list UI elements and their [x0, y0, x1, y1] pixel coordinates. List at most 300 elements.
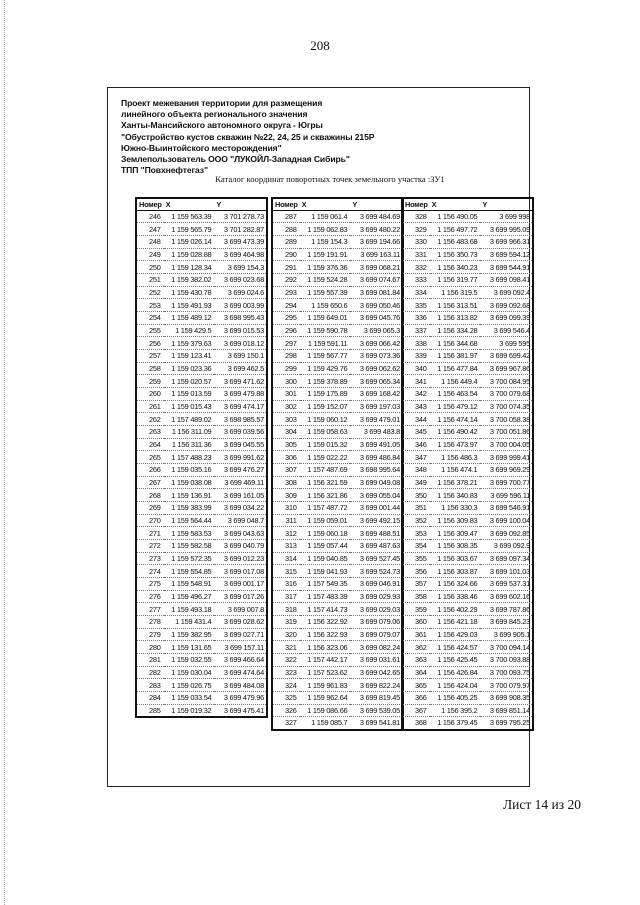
point-number-cell: 287: [285, 211, 297, 221]
table-row: [136, 666, 267, 679]
header-line: Проект межевания территории для размещения: [121, 98, 323, 108]
x-coordinate-cell: 1 159 060.18: [307, 528, 348, 538]
y-coordinate-cell: 3 699 484.08: [223, 680, 264, 690]
point-number-cell: 368: [415, 718, 427, 728]
table-row: [272, 692, 403, 705]
table-row: [272, 666, 403, 679]
table-row: [402, 223, 533, 236]
point-number-cell: 260: [149, 389, 161, 399]
x-coordinate-cell: 1 159 061.4: [311, 211, 348, 221]
y-coordinate-cell: 3 699 602.16: [489, 591, 530, 601]
table-row: [402, 324, 533, 337]
table-row: [272, 590, 403, 603]
x-coordinate-cell: 1 156 303.87: [437, 566, 478, 576]
table-row: [136, 451, 267, 464]
point-number-cell: 324: [285, 680, 297, 690]
y-coordinate-cell: 3 699 539.05: [359, 706, 400, 716]
x-coordinate-cell: 1 159 572.35: [171, 553, 212, 563]
point-number-cell: 290: [285, 249, 297, 259]
point-number-cell: 261: [149, 401, 161, 411]
point-number-cell: 247: [149, 224, 161, 234]
y-coordinate-cell: 3 699 079.06: [359, 617, 400, 627]
x-coordinate-cell: 1 159 649.01: [307, 313, 348, 323]
table-row: [272, 565, 403, 578]
table-row: [272, 476, 403, 489]
y-coordinate-cell: 3 699 100.04: [489, 515, 530, 525]
x-coordinate-cell: 1 157 487.72: [307, 503, 348, 513]
y-coordinate-cell: 3 699 055.04: [359, 490, 400, 500]
x-coordinate-cell: 1 156 322.93: [307, 630, 348, 639]
table-row: [402, 349, 533, 362]
point-number-cell: 328: [415, 211, 427, 221]
y-coordinate-cell: 3 699 473.39: [223, 237, 264, 247]
y-coordinate-cell: 3 699 699.42: [489, 351, 530, 361]
point-number-cell: 322: [285, 655, 297, 665]
y-coordinate-cell: 3 699 099.39: [489, 313, 530, 323]
x-coordinate-cell: 1 159 567.77: [307, 351, 348, 361]
table-row: [402, 337, 533, 350]
y-coordinate-cell: 3 699 001.17: [223, 579, 264, 589]
table-row: [272, 223, 403, 236]
y-coordinate-cell: 3 699 017.26: [223, 591, 264, 601]
point-number-cell: 252: [149, 287, 161, 297]
table-row: [136, 413, 267, 426]
point-number-cell: 272: [149, 541, 161, 551]
table-row: [402, 603, 533, 616]
x-coordinate-cell: 1 159 038.08: [171, 477, 212, 487]
point-number-cell: 248: [149, 237, 161, 247]
y-coordinate-cell: 3 699 007.8: [227, 604, 264, 614]
y-coordinate-cell: 3 699 163.11: [360, 249, 400, 259]
point-number-cell: 291: [285, 262, 297, 272]
table-row: [136, 527, 267, 540]
table-row: [136, 223, 267, 236]
y-coordinate-cell: 3 701 282.87: [223, 224, 264, 234]
point-number-cell: 362: [415, 642, 427, 652]
table-row: [272, 235, 403, 248]
y-coordinate-cell: 3 701 278.73: [223, 211, 264, 221]
point-number-cell: 281: [149, 655, 161, 665]
x-coordinate-cell: 1 156 330.3: [441, 503, 478, 513]
x-coordinate-cell: 1 156 313.82: [437, 313, 478, 323]
y-coordinate-cell: 3 699 462.5: [227, 363, 264, 373]
table-row: [402, 565, 533, 578]
x-coordinate-cell: 1 156 477.84: [437, 363, 478, 373]
x-coordinate-cell: 1 156 424.57: [437, 642, 478, 652]
point-number-cell: 259: [149, 376, 161, 386]
y-coordinate-cell: 3 700 058.38: [489, 414, 530, 424]
table-row: [136, 489, 267, 502]
point-number-cell: 318: [285, 604, 297, 614]
point-number-cell: 301: [285, 389, 297, 399]
y-coordinate-cell: 3 699 092.9: [493, 541, 530, 551]
point-number-cell: 288: [285, 224, 297, 234]
point-number-cell: 250: [149, 262, 161, 272]
x-coordinate-cell: 1 159 565.79: [171, 224, 212, 234]
x-coordinate-cell: 1 159 496.27: [171, 591, 212, 601]
x-coordinate-cell: 1 156 449.4: [441, 376, 478, 386]
y-coordinate-cell: 3 699 154.3: [227, 262, 264, 272]
y-coordinate-cell: 3 699 092.68: [489, 300, 530, 310]
x-coordinate-cell: 1 159 489.12: [171, 313, 212, 323]
point-number-cell: 293: [285, 287, 297, 297]
y-coordinate-cell: 3 699 024.6: [227, 287, 264, 297]
y-coordinate-cell: 3 699 017.08: [223, 566, 264, 576]
x-coordinate-cell: 1 159 062.83: [307, 224, 348, 234]
point-number-cell: 337: [415, 325, 427, 335]
point-number-cell: 276: [149, 591, 161, 601]
table-row: [402, 527, 533, 540]
table-row: [272, 337, 403, 350]
x-coordinate-cell: 1 156 473.97: [437, 439, 478, 449]
y-coordinate-cell: 3 699 079.07: [359, 630, 400, 639]
point-number-cell: 280: [149, 642, 161, 652]
table-row: [136, 628, 267, 641]
point-number-cell: 333: [415, 275, 427, 285]
y-coordinate-cell: 3 699 488.51: [359, 528, 400, 538]
table-row: [402, 375, 533, 388]
table-row: [402, 641, 533, 654]
table-row: [402, 514, 533, 527]
table-row: [136, 577, 267, 590]
table-row: [402, 311, 533, 324]
x-coordinate-cell: 1 159 015.32: [307, 439, 348, 449]
table-row: [272, 425, 403, 438]
x-coordinate-cell: 1 159 040.85: [307, 553, 348, 563]
y-coordinate-cell: 3 699 492.15: [359, 515, 400, 525]
y-coordinate-cell: 3 699 039.56: [223, 427, 264, 437]
table-row: [136, 438, 267, 451]
point-number-cell: 266: [149, 465, 161, 475]
x-coordinate-cell: 1 156 334.28: [437, 325, 478, 335]
y-coordinate-cell: 3 699 034.22: [223, 503, 264, 513]
sheet-counter: Лист 14 из 20: [503, 797, 581, 812]
table-row: [136, 501, 267, 514]
y-coordinate-cell: 3 699 596.11: [490, 490, 530, 500]
x-coordinate-cell: 1 159 058.63: [307, 427, 348, 437]
y-coordinate-cell: 3 699 048.7: [227, 515, 264, 525]
point-number-cell: 334: [415, 287, 427, 297]
point-number-cell: 279: [149, 630, 161, 639]
point-number-cell: 316: [285, 579, 297, 589]
point-number-cell: 325: [285, 693, 297, 703]
point-number-cell: 312: [285, 528, 297, 538]
table-row: [402, 438, 533, 451]
y-coordinate-cell: 3 699 028.62: [223, 617, 264, 627]
column-header-y: Y: [214, 198, 267, 210]
table-row: [402, 692, 533, 705]
x-coordinate-cell: 1 159 030.04: [171, 668, 212, 678]
table-row: [402, 616, 533, 629]
table-row: [272, 362, 403, 375]
table-header-row: [136, 198, 267, 210]
x-coordinate-cell: 1 159 013.59: [171, 389, 212, 399]
table-row: [136, 692, 267, 705]
table-row: [272, 603, 403, 616]
table-row: [136, 248, 267, 261]
table-row: [402, 400, 533, 413]
table-row: [402, 248, 533, 261]
y-coordinate-cell: 3 699 905.1: [493, 630, 530, 639]
point-number-cell: 342: [415, 389, 427, 399]
y-coordinate-cell: 3 700 079.97: [489, 680, 530, 690]
x-coordinate-cell: 1 159 376.36: [307, 262, 348, 272]
table-row: [402, 654, 533, 667]
y-coordinate-cell: 3 699 822.24: [359, 680, 400, 690]
y-coordinate-cell: 3 699 486.84: [359, 452, 400, 462]
y-coordinate-cell: 3 699 546.4: [493, 325, 530, 335]
table-row: [402, 539, 533, 552]
point-number-cell: 275: [149, 579, 161, 589]
y-coordinate-cell: 3 699 068.21: [359, 262, 400, 272]
y-coordinate-cell: 3 699 066.42: [359, 338, 400, 348]
y-coordinate-cell: 3 699 029.03: [359, 604, 400, 614]
table-row: [402, 717, 533, 730]
x-coordinate-cell: 1 156 323.06: [307, 642, 348, 652]
point-number-cell: 340: [415, 363, 427, 373]
x-coordinate-cell: 1 159 524.28: [307, 275, 348, 285]
table-row: [136, 539, 267, 552]
x-coordinate-cell: 1 159 563.39: [171, 211, 212, 221]
table-row: [272, 299, 403, 312]
x-coordinate-cell: 1 159 019.32: [171, 705, 212, 715]
point-number-cell: 347: [415, 452, 427, 462]
document-header: [121, 98, 501, 176]
table-row: [272, 349, 403, 362]
coordinate-table-1: [135, 197, 268, 718]
y-coordinate-cell: 3 699 027.71: [223, 630, 264, 639]
y-coordinate-cell: 3 699 700.77: [489, 477, 530, 487]
table-row: [272, 451, 403, 464]
point-number-cell: 339: [415, 351, 427, 361]
point-number-cell: 257: [149, 351, 161, 361]
y-coordinate-cell: 3 699 082.24: [359, 642, 400, 652]
x-coordinate-cell: 1 159 015.43: [171, 401, 212, 411]
point-number-cell: 297: [285, 338, 297, 348]
x-coordinate-cell: 1 156 425.45: [437, 655, 478, 665]
x-coordinate-cell: 1 156 497.72: [437, 224, 478, 234]
y-coordinate-cell: 3 699 999.41: [489, 452, 530, 462]
y-coordinate-cell: 3 699 168.42: [359, 389, 400, 399]
point-number-cell: 326: [285, 706, 297, 716]
point-number-cell: 256: [149, 338, 161, 348]
y-coordinate-cell: 3 699 541.81: [359, 718, 400, 728]
y-coordinate-cell: 3 699 050.46: [359, 300, 400, 310]
x-coordinate-cell: 1 157 489.02: [171, 414, 212, 424]
column-header-x: X: [430, 198, 481, 210]
point-number-cell: 327: [285, 718, 297, 728]
table-row: [272, 400, 403, 413]
point-number-cell: 361: [415, 630, 427, 639]
table-row: [272, 704, 403, 717]
y-coordinate-cell: 3 698 985.57: [223, 414, 264, 424]
y-coordinate-cell: 3 699 049.08: [359, 477, 400, 487]
point-number-cell: 258: [149, 363, 161, 373]
table-row: [136, 299, 267, 312]
table-row: [136, 565, 267, 578]
table-row: [136, 324, 267, 337]
point-number-cell: 329: [415, 224, 427, 234]
x-coordinate-cell: 1 156 424.04: [437, 680, 478, 690]
header-line: линейного объекта регионального значения: [121, 109, 308, 120]
x-coordinate-cell: 1 159 057.44: [307, 541, 348, 551]
point-number-cell: 357: [415, 579, 427, 589]
table-row: [136, 425, 267, 438]
x-coordinate-cell: 1 156 474.14: [437, 414, 478, 424]
point-number-cell: 264: [149, 439, 161, 449]
point-number-cell: 335: [415, 300, 427, 310]
point-number-cell: 331: [415, 249, 427, 259]
table-row: [402, 628, 533, 641]
point-number-cell: 365: [415, 680, 427, 690]
y-coordinate-cell: 3 699 544.91: [489, 262, 530, 272]
column-header-number: Номер: [272, 198, 300, 210]
x-coordinate-cell: 1 159 175.89: [307, 389, 348, 399]
x-coordinate-cell: 1 156 379.45: [437, 718, 478, 728]
x-coordinate-cell: 1 159 382.02: [171, 275, 212, 285]
y-coordinate-cell: 3 699 074.67: [359, 275, 400, 285]
y-coordinate-cell: 3 699 012.23: [223, 553, 264, 563]
point-number-cell: 262: [149, 414, 161, 424]
y-coordinate-cell: 3 700 051.86: [489, 427, 530, 437]
y-coordinate-cell: 3 699 023.68: [223, 275, 264, 285]
y-coordinate-cell: 3 699 101.03: [489, 566, 530, 576]
y-coordinate-cell: 3 699 594.12: [489, 249, 530, 259]
x-coordinate-cell: 1 156 311.36: [171, 439, 212, 449]
point-number-cell: 321: [285, 642, 297, 652]
x-coordinate-cell: 1 159 491.93: [171, 300, 212, 310]
y-coordinate-cell: 3 699 043.63: [223, 528, 264, 538]
x-coordinate-cell: 1 156 309.47: [437, 528, 478, 538]
table-row: [272, 248, 403, 261]
y-coordinate-cell: 3 699 474.64: [223, 668, 264, 678]
x-coordinate-cell: 1 159 961.83: [307, 680, 348, 690]
y-coordinate-cell: 3 699 795.25: [489, 718, 530, 728]
y-coordinate-cell: 3 699 474.17: [223, 401, 264, 411]
table-header-row: [272, 198, 403, 210]
x-coordinate-cell: 1 159 493.18: [171, 604, 212, 614]
y-coordinate-cell: 3 699 537.31: [489, 579, 530, 589]
y-coordinate-cell: 3 699 161.05: [223, 490, 264, 500]
table-row: [136, 641, 267, 654]
x-coordinate-cell: 1 159 590.78: [307, 325, 348, 335]
point-number-cell: 323: [285, 668, 297, 678]
y-coordinate-cell: 3 700 079.68: [489, 389, 530, 399]
point-number-cell: 344: [415, 414, 427, 424]
table-row: [402, 666, 533, 679]
point-number-cell: 356: [415, 566, 427, 576]
point-number-cell: 351: [415, 503, 427, 513]
point-number-cell: 299: [285, 363, 297, 373]
x-coordinate-cell: 1 156 381.97: [437, 351, 478, 361]
y-coordinate-cell: 3 700 094.14: [489, 642, 530, 652]
point-number-cell: 251: [149, 275, 161, 285]
x-coordinate-cell: 1 159 650.6: [311, 300, 348, 310]
table-row: [402, 476, 533, 489]
point-number-cell: 268: [149, 490, 161, 500]
point-number-cell: 307: [285, 465, 297, 475]
point-number-cell: 269: [149, 503, 161, 513]
x-coordinate-cell: 1 156 350.73: [437, 249, 478, 259]
y-coordinate-cell: 3 699 491.05: [359, 439, 400, 449]
x-coordinate-cell: 1 159 059.01: [307, 515, 348, 525]
table-row: [272, 210, 403, 223]
header-line: Ханты-Мансийского автономного округа - Югры: [121, 120, 323, 131]
x-coordinate-cell: 1 159 591.11: [307, 338, 348, 348]
column-header-x: X: [300, 198, 351, 210]
point-number-cell: 309: [285, 490, 297, 500]
x-coordinate-cell: 1 159 086.66: [307, 706, 348, 716]
y-coordinate-cell: 3 699 527.45: [359, 553, 400, 563]
x-coordinate-cell: 1 159 582.58: [171, 541, 212, 551]
table-row: [272, 375, 403, 388]
x-coordinate-cell: 1 157 488.23: [171, 452, 212, 462]
y-coordinate-cell: 3 699 092.85: [489, 528, 530, 538]
x-coordinate-cell: 1 156 309.83: [437, 515, 478, 525]
x-coordinate-cell: 1 156 395.2: [441, 706, 478, 716]
x-coordinate-cell: 1 156 344.68: [437, 338, 478, 348]
x-coordinate-cell: 1 156 490.42: [437, 427, 478, 437]
point-number-cell: 315: [285, 566, 297, 576]
y-coordinate-cell: 3 699 065.34: [359, 376, 400, 386]
table-row: [402, 679, 533, 692]
point-number-cell: 285: [149, 705, 161, 715]
x-coordinate-cell: 1 156 311.09: [171, 427, 212, 437]
table-row: [272, 413, 403, 426]
point-number-cell: 313: [285, 541, 297, 551]
x-coordinate-cell: 1 159 035.16: [171, 465, 212, 475]
x-coordinate-cell: 1 157 549.35: [307, 579, 348, 589]
x-coordinate-cell: 1 156 308.35: [437, 541, 478, 551]
column-header-number: Номер: [136, 198, 164, 210]
x-coordinate-cell: 1 156 421.18: [437, 617, 478, 627]
catalog-title: Каталог координат поворотных точек земельного участка :ЗУ1: [215, 174, 445, 184]
point-number-cell: 303: [285, 414, 297, 424]
y-coordinate-cell: 3 699 969.29: [489, 465, 530, 475]
column-header-x: X: [164, 198, 215, 210]
x-coordinate-cell: 1 159 557.39: [307, 287, 348, 297]
table-row: [272, 679, 403, 692]
table-row: [136, 679, 267, 692]
y-coordinate-cell: 3 699 469.11: [224, 477, 264, 487]
table-row: [272, 324, 403, 337]
table-row: [136, 349, 267, 362]
x-coordinate-cell: 1 159 430.78: [171, 287, 212, 297]
x-coordinate-cell: 1 156 474.1: [441, 465, 478, 475]
table-row: [402, 413, 533, 426]
table-row: [136, 514, 267, 527]
point-number-cell: 270: [149, 515, 161, 525]
point-number-cell: 295: [285, 313, 297, 323]
point-number-cell: 317: [285, 591, 297, 601]
point-number-cell: 249: [149, 249, 161, 259]
table-row: [402, 286, 533, 299]
x-coordinate-cell: 1 159 383.99: [171, 503, 212, 513]
x-coordinate-cell: 1 159 379.63: [171, 338, 212, 348]
table-row: [272, 527, 403, 540]
table-row: [136, 311, 267, 324]
point-number-cell: 292: [285, 275, 297, 285]
table-row: [402, 577, 533, 590]
x-coordinate-cell: 1 159 131.65: [171, 642, 212, 652]
y-coordinate-cell: 3 699 908.35: [489, 693, 530, 703]
x-coordinate-cell: 1 156 486.3: [441, 452, 478, 462]
point-number-cell: 310: [285, 503, 297, 513]
point-number-cell: 294: [285, 300, 297, 310]
table-row: [136, 337, 267, 350]
x-coordinate-cell: 1 159 041.93: [307, 566, 348, 576]
x-coordinate-cell: 1 159 128.34: [171, 262, 212, 272]
